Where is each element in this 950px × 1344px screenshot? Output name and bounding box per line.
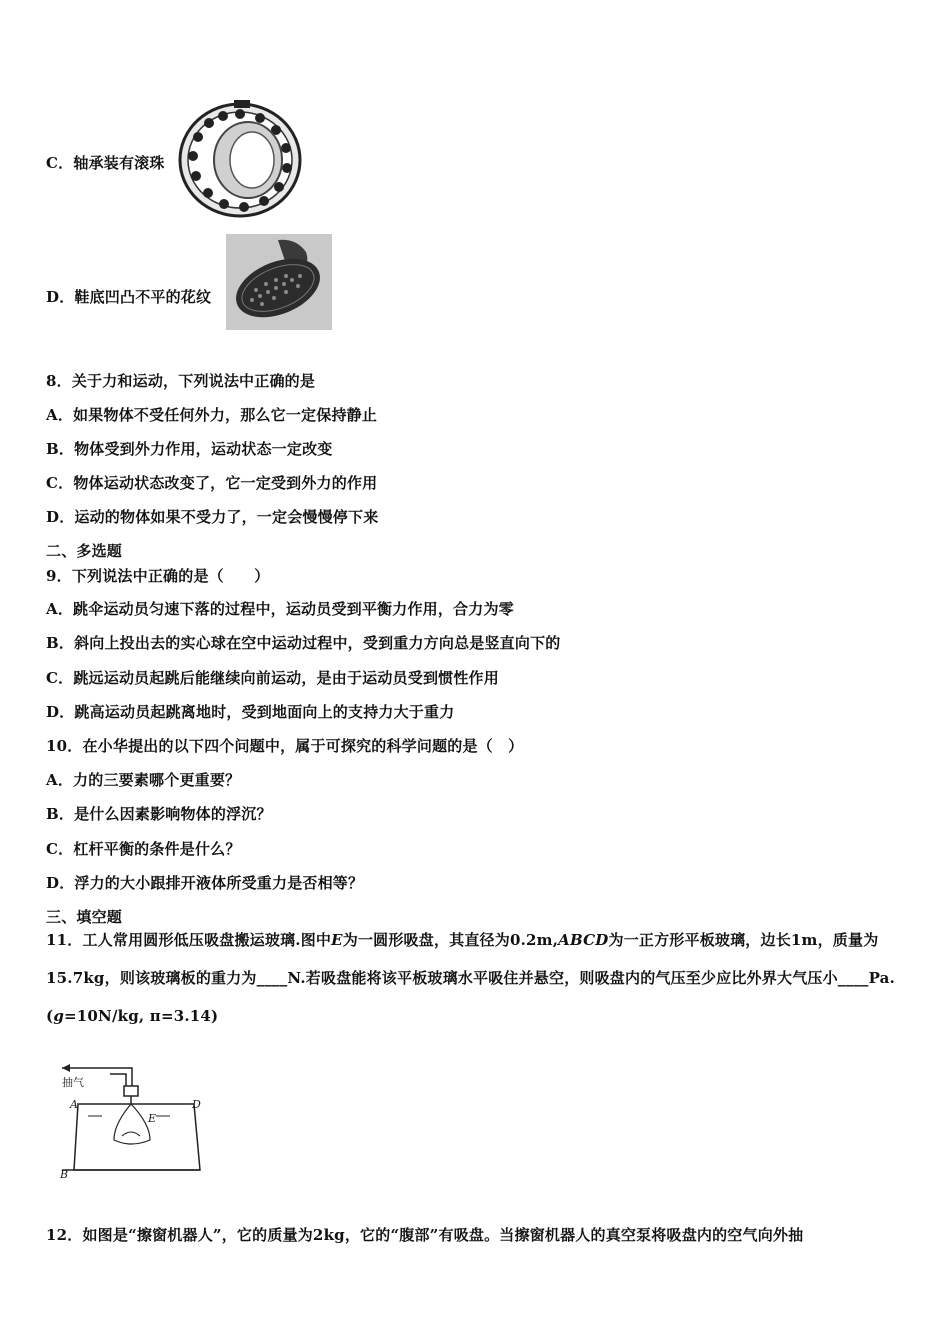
q12-stem: 12．如图是“擦窗机器人”，它的质量为2kg，它的“腹部”有吸盘。当擦窗机器人的真空泵将吸盘内的空气向外抽 [46,1226,804,1244]
q9-option-b[interactable]: B．斜向上投出去的实心球在空中运动过程中，受到重力方向总是竖直向下的 [46,634,561,652]
suction-cup-figure [54,1058,214,1182]
q9-stem: 9．下列说法中正确的是（ ） [46,567,270,585]
bearing-drawing [176,100,308,220]
q8-option-a[interactable]: A．如果物体不受任何外力，那么它一定保持静止 [46,406,378,424]
q9-option-d[interactable]: D．跳高运动员起跳离地时，受到地面向上的支持力大于重力 [46,703,455,721]
q9-option-a[interactable]: A．跳伞运动员匀速下落的过程中，运动员受到平衡力作用，合力为零 [46,600,514,618]
q9-option-c[interactable]: C．跳远运动员起跳后能继续向前运动，是由于运动员受到惯性作用 [46,669,499,687]
corner-b-label: B [60,1168,69,1181]
option-d-shoe[interactable]: D．鞋底凹凸不平的花纹 [46,288,212,306]
suction-cup-diagram [54,1058,214,1182]
cup-e-label: E [148,1112,157,1125]
option-c-bearing[interactable]: C．轴承装有滚珠 [46,154,165,172]
q8-option-b[interactable]: B．物体受到外力作用，运动状态一定改变 [46,440,333,458]
q10-option-a[interactable]: A．力的三要素哪个更重要？ [46,771,241,789]
q10-stem: 10．在小华提出的以下四个问题中，属于可探究的科学问题的是（ ） [46,737,524,755]
corner-d-label: D [192,1098,201,1111]
corner-a-label: A [70,1098,78,1111]
shoe-drawing [226,234,332,330]
q10-option-d[interactable]: D．浮力的大小跟排开液体所受重力是否相等？ [46,874,364,892]
shoe-sole-image [226,234,332,330]
q10-option-c[interactable]: C．杠杆平衡的条件是什么？ [46,840,241,858]
bearing-image [176,100,308,220]
q8-option-d[interactable]: D．运动的物体如果不受力了，一定会慢慢停下来 [46,508,379,526]
q8-stem: 8．关于力和运动，下列说法中正确的是 [46,372,316,390]
q11-text: 11．工人常用圆形低压吸盘搬运玻璃.图中E为一圆形吸盘，其直径为0.2m,ABCD为一正方形平板玻璃，边长1m，质量为15.7kg，则该玻璃板的重力为____N.若吸盘能将该平板玻璃水平吸住并悬空，则吸盘内的气压至少应比外界大气压小____Pa. (g=10N/kg, π=3.14) [46,931,896,1025]
q8-option-c[interactable]: C．物体运动状态改变了，它一定受到外力的作用 [46,474,378,492]
section-multiple-choice: 二、多选题 [46,542,123,560]
section-fill-in: 三、填空题 [46,908,123,926]
pump-label: 抽气 [62,1076,84,1089]
q10-option-b[interactable]: B．是什么因素影响物体的浮沉？ [46,805,272,823]
